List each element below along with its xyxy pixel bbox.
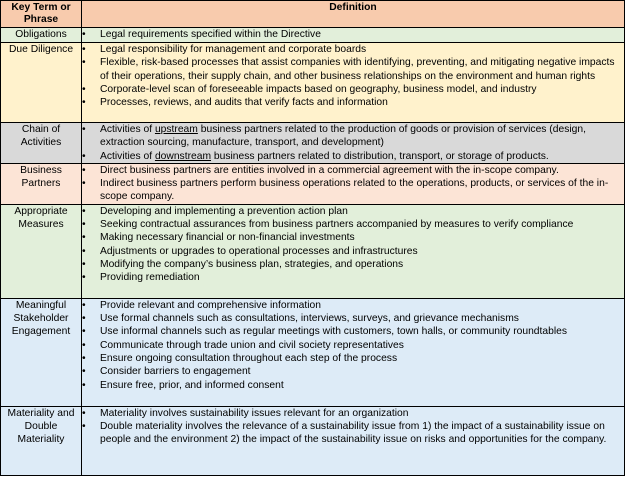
definition-list — [82, 205, 624, 285]
definition-item: • Processes, reviews, and audits that verify facts and information — [82, 96, 624, 109]
definition-cell — [82, 163, 625, 204]
term-cell: Appropriate Measures — [1, 204, 82, 298]
definition-item — [82, 123, 624, 150]
definition-list — [82, 43, 624, 109]
item-text: business partners related to the production of goods or provision of services (design, extraction sourcing, manufacture, transport, and development) — [100, 124, 586, 149]
definition-item: • Provide relevant and comprehensive information — [82, 299, 624, 312]
term-cell: Business Partners — [1, 163, 82, 204]
definition-item: • Double materiality involves the relevance of a sustainability issue from 1) the impact of a sustainability issue on people and the environment 2) the impact of the sustainability issue on risks and opportunities for the company. — [82, 420, 624, 447]
definition-item: • Seeking contractual assurances from business partners accompanied by measures to verify compliance — [82, 218, 624, 231]
table-row — [1, 406, 625, 475]
definition-cell — [82, 123, 625, 164]
definition-cell — [82, 406, 625, 475]
definition-item: • Consider barriers to engagement — [82, 365, 624, 378]
term-cell: Obligations — [1, 28, 82, 43]
item-text: business partners related to distribution, transport, or storage of products. — [211, 150, 549, 162]
table-row — [1, 298, 625, 406]
definition-header: Definition — [82, 1, 625, 28]
header-row — [1, 1, 625, 28]
definition-item: • Making necessary financial or non-financial investments — [82, 231, 624, 244]
definition-item: • Ensure free, prior, and informed consent — [82, 379, 624, 392]
table-row — [1, 123, 625, 164]
definition-item: • Legal responsibility for management and corporate boards — [82, 43, 624, 56]
definition-item: • Use formal channels such as consultations, interviews, surveys, and grievance mechanisms — [82, 312, 624, 325]
table-row — [1, 163, 625, 204]
item-text: Activities of — [100, 124, 155, 135]
table-row — [1, 43, 625, 123]
underlined-term: downstream — [154, 150, 212, 162]
definition-item: • Flexible, risk-based processes that assist companies with identifying, preventing, and mitigating negative impacts of their operations, their supply chain, and other business relationships on the environment and human rights — [82, 56, 624, 83]
definition-item — [82, 150, 624, 163]
definition-item: • Modifying the company’s business plan, strategies, and operations — [82, 258, 624, 271]
definition-cell — [82, 204, 625, 298]
item-text: Activities of — [100, 150, 155, 162]
definition-cell — [82, 28, 625, 43]
definition-list — [82, 407, 624, 447]
definition-list — [82, 299, 624, 392]
definition-item: • Ensure ongoing consultation throughout each step of the process — [82, 352, 624, 365]
definition-item: • Communicate through trade union and civil society representatives — [82, 339, 624, 352]
underlined-term: upstream — [154, 124, 198, 135]
definition-list — [82, 164, 624, 204]
definition-item: • Indirect business partners perform business operations related to the operations, products, or services of the in-scope company. — [82, 177, 624, 204]
definition-item: • Materiality involves sustainability issues relevant for an organization — [82, 407, 624, 420]
definition-item: • Adjustments or upgrades to operational processes and infrastructures — [82, 245, 624, 258]
definition-item: • Developing and implementing a prevention action plan — [82, 205, 624, 218]
term-header: Key Term or Phrase — [1, 1, 82, 28]
term-cell: Meaningful Stakeholder Engagement — [1, 298, 82, 406]
term-cell: Chain of Activities — [1, 123, 82, 164]
definition-item: • Use informal channels such as regular meetings with customers, town halls, or community roundtables — [82, 325, 624, 338]
definition-item: • Providing remediation — [82, 271, 624, 284]
definition-item: • Corporate-level scan of foreseeable impacts based on geography, business model, and industry — [82, 83, 624, 96]
term-cell: Due Diligence — [1, 43, 82, 123]
definition-item: • Legal requirements specified within the Directive — [82, 28, 624, 41]
definition-cell — [82, 298, 625, 406]
definition-list — [82, 28, 624, 41]
table-row — [1, 28, 625, 43]
term-cell: Materiality and Double Materiality — [1, 406, 82, 475]
definition-item: • Direct business partners are entities involved in a commercial agreement with the in-scope company. — [82, 164, 624, 177]
definition-list — [82, 123, 624, 163]
table-row — [1, 204, 625, 298]
definition-cell — [82, 43, 625, 123]
